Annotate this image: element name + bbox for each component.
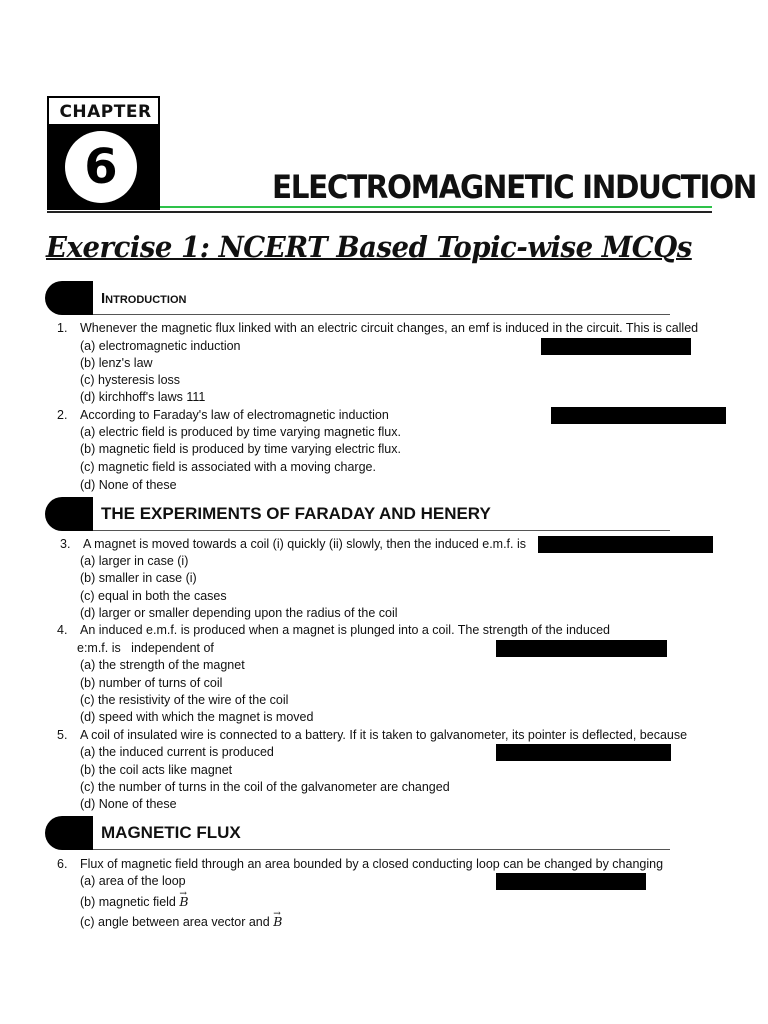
option: (d) larger or smaller depending upon the radius of the coil: [80, 606, 398, 620]
section-experiments: [45, 497, 670, 531]
chapter-title: ELECTROMAGNETIC INDUCTION: [272, 168, 756, 206]
option-with-vector: [80, 913, 282, 931]
section-title: THE EXPERIMENTS OF FARADAY AND HENERY: [101, 504, 491, 523]
question-text: Whenever the magnetic flux linked with an electric circuit changes, an emf is induced in the circuit. This is called: [80, 321, 699, 335]
section-rule: [93, 530, 670, 531]
option-with-vector: [80, 893, 189, 911]
vector-symbol: → B: [273, 914, 282, 929]
section-rule: [93, 314, 670, 315]
chapter-number-circle: [65, 131, 137, 203]
option: (b) magnetic field is produced by time varying electric flux.: [80, 442, 401, 456]
option: (c) magnetic field is associated with a moving charge.: [80, 460, 376, 474]
title-underline-black: [47, 211, 712, 213]
redaction-block: [496, 640, 667, 657]
section-tab: [45, 281, 93, 315]
section-introduction: [45, 281, 670, 315]
section-magnetic-flux: [45, 816, 670, 850]
section-tab: [45, 497, 93, 531]
option: (d) kirchhoff's laws 111: [80, 390, 206, 404]
redaction-block: [538, 536, 713, 553]
redaction-block: [496, 873, 646, 890]
question-text: A magnet is moved towards a coil (i) quickly (ii) slowly, then the induced e.m.f. is: [83, 537, 526, 551]
section-tab: [45, 816, 93, 850]
redaction-block: [551, 407, 726, 424]
question-text: Flux of magnetic field through an area bounded by a closed conducting loop can be changed by changing: [80, 857, 664, 871]
question-number: 2.: [57, 408, 68, 422]
option: (c) the resistivity of the wire of the coil: [80, 693, 289, 707]
option: (a) the strength of the magnet: [80, 658, 245, 672]
chapter-number: 6: [84, 139, 118, 195]
chapter-label: CHAPTER: [59, 102, 152, 122]
section-title: MAGNETIC FLUX: [101, 823, 241, 842]
vector-symbol: → B: [179, 894, 188, 909]
option: (d) None of these: [80, 478, 177, 492]
exercise-title: Exercise 1: NCERT Based Topic-wise MCQs: [46, 230, 692, 264]
option: (a) larger in case (i): [80, 554, 189, 568]
option: (a) electromagnetic induction: [80, 339, 241, 353]
option: (b) lenz's law: [80, 356, 153, 370]
option: (b) number of turns of coil: [80, 676, 223, 690]
question-number: 6.: [57, 857, 68, 871]
option: (d) speed with which the magnet is moved: [80, 710, 314, 724]
option: (c) hysteresis loss: [80, 373, 181, 387]
question-text: A coil of insulated wire is connected to a battery. If it is taken to galvanometer, its pointer is deflected, because: [80, 728, 688, 742]
option: (a) the induced current is produced: [80, 745, 274, 759]
question-number: 3.: [60, 537, 71, 551]
chapter-label-box: [47, 96, 160, 124]
option-text: (c) angle between area vector and: [80, 915, 270, 929]
section-rule: [93, 849, 670, 850]
question-number: 5.: [57, 728, 68, 742]
option: (b) smaller in case (i): [80, 571, 197, 585]
option: (a) area of the loop: [80, 874, 186, 888]
question-number: 1.: [57, 321, 68, 335]
redaction-block: [496, 744, 671, 761]
question-text-continued: e:m.f. is independent of: [77, 641, 214, 655]
question-text: According to Faraday's law of electromagnetic induction: [80, 408, 389, 422]
chapter-number-box: [47, 124, 160, 210]
option: (d) None of these: [80, 797, 177, 811]
section-title: Introduction: [101, 290, 187, 307]
title-underline-green: [160, 206, 712, 208]
question-text: An induced e.m.f. is produced when a magnet is plunged into a coil. The strength of the induced: [80, 623, 610, 637]
option: (a) electric field is produced by time varying magnetic flux.: [80, 425, 401, 439]
question-number: 4.: [57, 623, 68, 637]
option: (c) the number of turns in the coil of the galvanometer are changed: [80, 780, 450, 794]
chapter-badge: [47, 96, 160, 210]
option: (b) the coil acts like magnet: [80, 763, 233, 777]
option-text: (b) magnetic field: [80, 895, 176, 909]
redaction-block: [541, 338, 691, 355]
option: (c) equal in both the cases: [80, 589, 227, 603]
